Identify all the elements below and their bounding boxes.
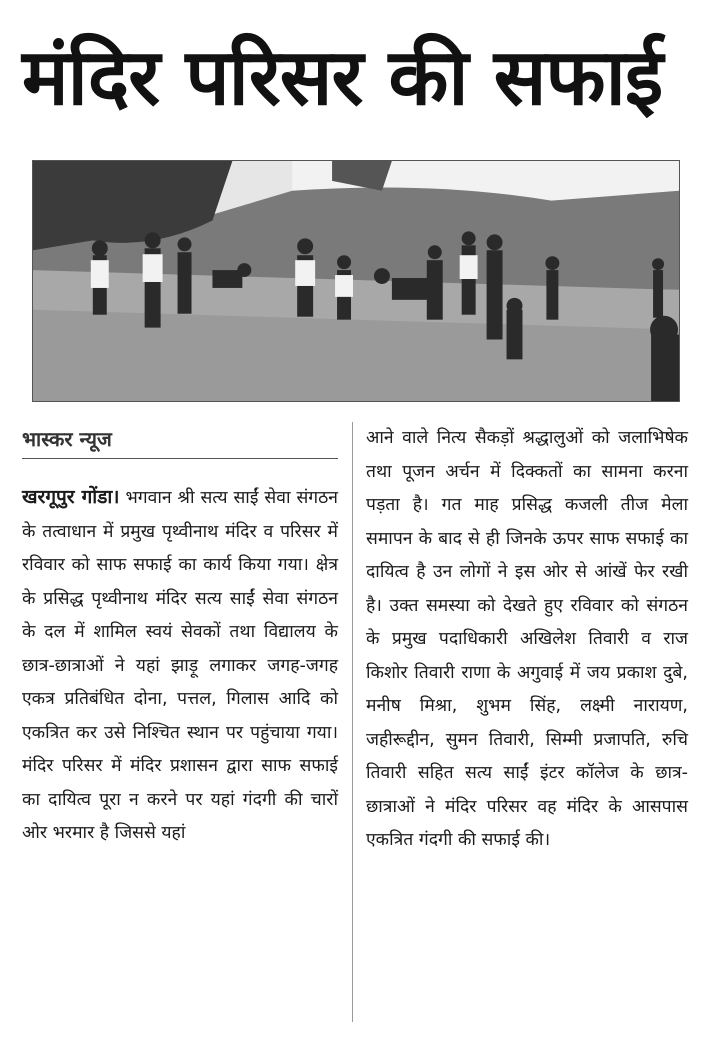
byline: भास्कर न्यूज — [22, 422, 338, 459]
left-body-text: भगवान श्री सत्य साईं सेवा संगठन के तत्वाधान में प्रमुख पृथ्वीनाथ मंदिर व परिसर में रविवार को साफ सफाई का कार्य किया गया। क्षेत्र के प्रसिद्ध पृथ्वीनाथ मंदिर सत्य साईं सेवा संगठन के दल में शामिल स्वयं सेवकों तथा विद्यालय के छात्र-छात्राओं ने यहां झाड़ू लगाकर जगह-जगह एकत्र प्रतिबंधित दोना, पत्तल, गिलास आदि को एकत्रित कर उसे निश्चित स्थान पर पहुंचाया गया। मंदिर परिसर में मंदिर प्रशासन द्वारा साफ सफाई का दायित्व पूरा न करने पर यहां गंदगी की चारों ओर भरमार है जिससे यहां — [22, 488, 339, 843]
headline: मंदिर परिसर की सफाई — [22, 33, 663, 123]
right-body: आने वाले नित्य सैकड़ों श्रद्धालुओं को जलाभिषेक तथा पूजन अर्चन में दिक्कतों का सामना करना पड़ता है। गत माह प्रसिद्ध कजली तीज मेला समापन के बाद से ही जिनके ऊपर साफ सफाई का दायित्व है उन लोगों ने इस ओर से आंखें फेर रखी है। उक्त समस्या को देखते हुए रविवार को संगठन के प्रमुख पदाधिकारी अखिलेश तिवारी व राज किशोर तिवारी राणा के अगुवाई में जय प्रकाश दुबे, मनीष मिश्रा, शुभम सिंह, लक्ष्मी नारायण, जहीरूद्दीन, सुमन तिवारी, सिम्मी प्रजापति, रुचि तिवारी सहित सत्य साईं इंटर कॉलेज के छात्र-छात्राओं ने मंदिर परिसर वह मंदिर के आसपास एकत्रित गंदगी की सफाई की। — [366, 428, 688, 850]
right-column — [366, 422, 688, 858]
left-column — [22, 422, 338, 851]
dateline: खरगूपुर गोंडा। — [22, 486, 120, 508]
column-divider — [352, 422, 353, 1022]
cleaning-drive-photo — [33, 161, 679, 401]
news-photo — [32, 160, 680, 402]
left-body — [22, 481, 338, 851]
